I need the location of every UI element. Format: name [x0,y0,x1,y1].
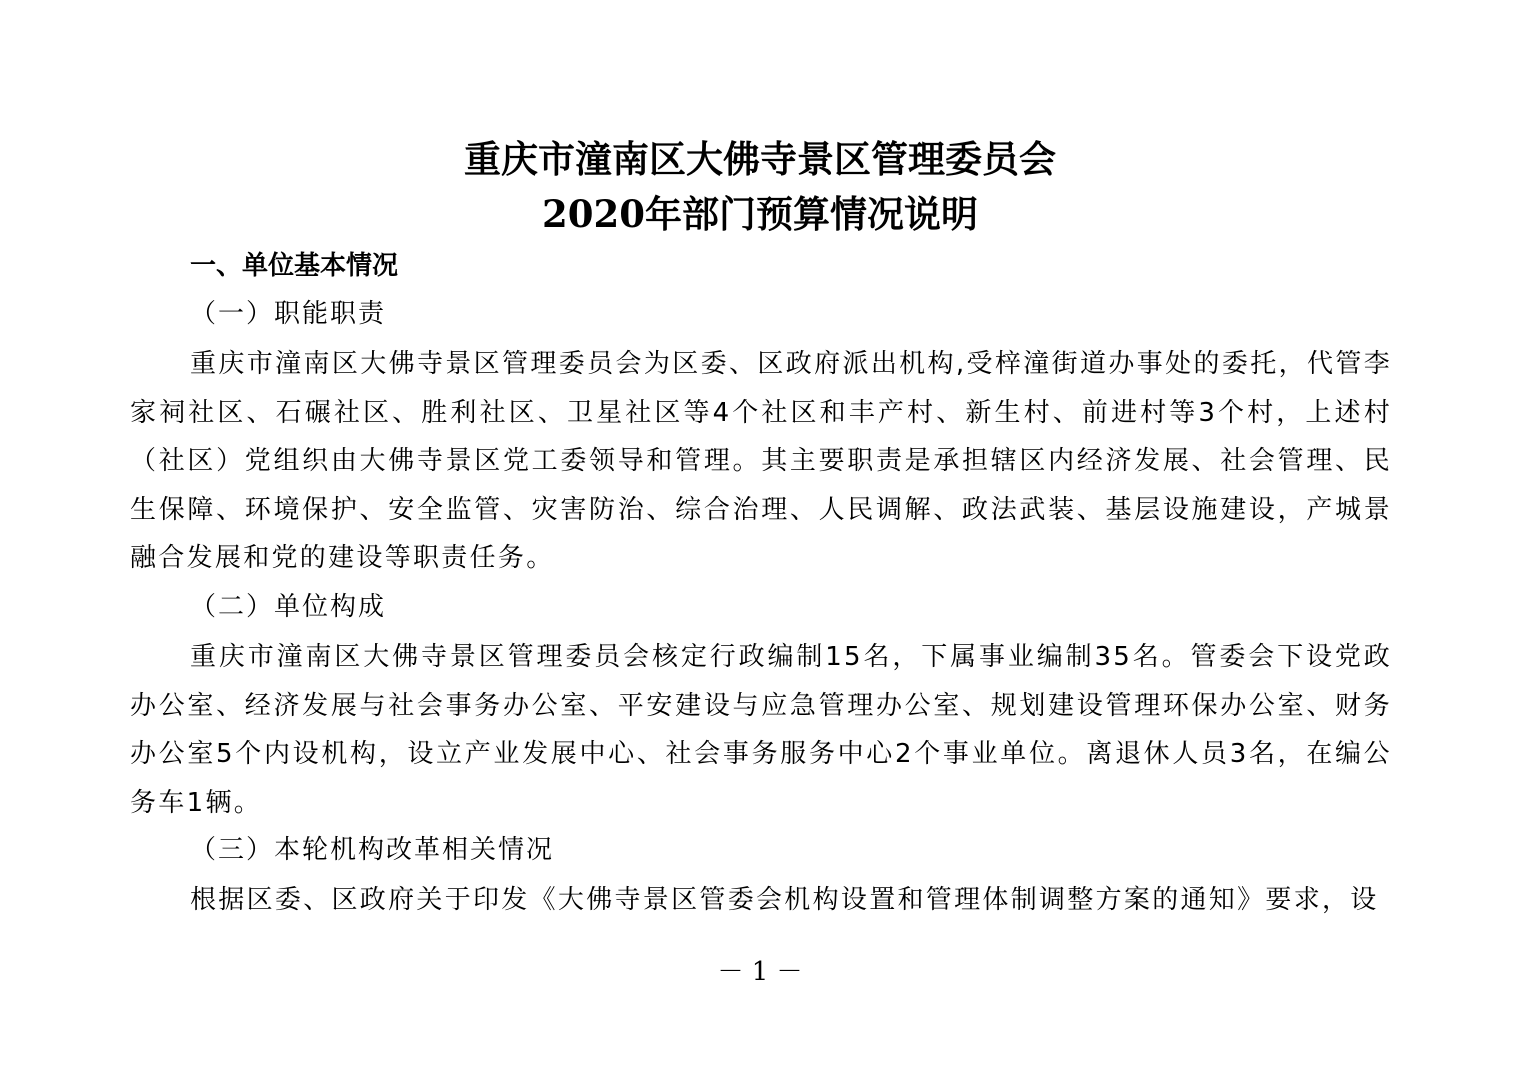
page-number: － 1 － [717,957,803,987]
subsection-heading-composition: （二）单位构成 [190,592,387,622]
paragraph-duties: 重庆市潼南区大佛寺景区管理委员会为区委、区政府派出机构,受梓潼街道办事处的委托，代管李家祠社区、石碾社区、胜利社区、卫星社区等4个社区和丰产村、新生村、前进村等3个村，上述村（社区）党组织由大佛寺景区党工委领导和管理。其主要职责是承担辖区内经济发展、社会管理、民生保障、环境保护、安全监管、灾害防治、综合治理、人民调解、政法武装、基层设施建设，产城景融合发展和党的建设等职责任务。 [130,349,1392,574]
document-title-line-2: 2020年部门预算情况说明 [542,192,978,236]
subsection-heading-duties: （一）职能职责 [190,299,387,329]
paragraph-composition: 重庆市潼南区大佛寺景区管理委员会核定行政编制15名，下属事业编制35名。管委会下设党政办公室、经济发展与社会事务办公室、平安建设与应急管理办公室、规划建设管理环保办公室、财务办公室5个内设机构，设立产业发展中心、社会事务服务中心2个事业单位。离退休人员3名，在编公务车1辆。 [130,642,1392,818]
subsection-heading-reform: （三）本轮机构改革相关情况 [190,835,555,865]
section-heading-basic-info: 一、单位基本情况 [190,251,399,281]
document-title-line-1: 重庆市潼南区大佛寺景区管理委员会 [464,137,1056,181]
paragraph-reform: 根据区委、区政府关于印发《大佛寺景区管委会机构设置和管理体制调整方案的通知》要求，设 [190,885,1379,915]
